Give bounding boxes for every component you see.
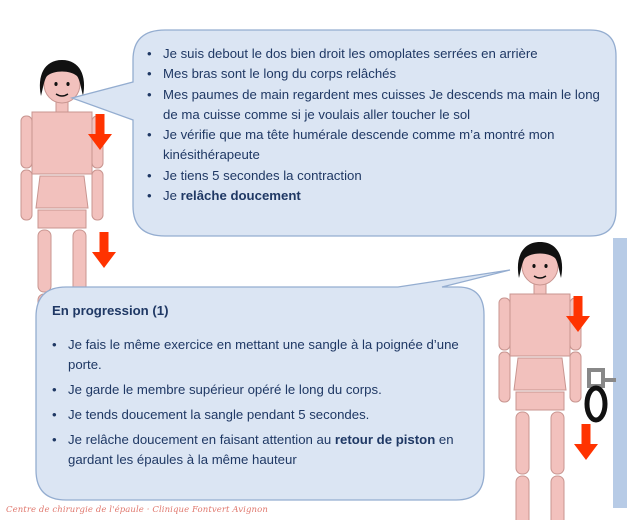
door: [613, 238, 627, 508]
bubble-2-item: • Je relâche doucement en faisant attention au retour de piston en gardant les épaules à la même hauteur: [52, 430, 482, 470]
bubble-2-title: En progression (1): [52, 303, 169, 318]
figure-standing-strap: [499, 242, 616, 520]
bubble-1-item: • Je tiens 5 secondes la contraction: [147, 166, 602, 186]
bubble-2-item: • Je fais le même exercice en mettant une sangle à la poignée d’une porte.: [52, 335, 482, 375]
bubble-1-item: • Je suis debout le dos bien droit les omoplates serrées en arrière: [147, 44, 602, 64]
footer-credit: Centre de chirurgie de l'épaule · Clinique Fontvert Avignon: [6, 505, 268, 515]
bubble-1-item: • Mes paumes de main regardent mes cuisses Je descends ma main le long de ma cuisse comme si je voulais aller toucher le sol: [147, 85, 602, 126]
bubble-1-item: • Je vérifie que ma tête humérale descende comme m’a montré mon kinésithérapeute: [147, 125, 602, 166]
arrow-down-icon: [574, 424, 598, 460]
bubble-2-text: [52, 301, 482, 475]
bubble-1-text: [147, 44, 602, 206]
bubble-1-item: • Mes bras sont le long du corps relâchés: [147, 64, 602, 84]
strap-loop: [587, 388, 605, 420]
arrow-down-icon: [92, 232, 116, 268]
bubble-2-item: • Je garde le membre supérieur opéré le long du corps.: [52, 380, 482, 400]
door-handle: [589, 370, 603, 386]
bubble-1-item: • Je relâche doucement: [147, 186, 602, 206]
bubble-2-item: • Je tends doucement la sangle pendant 5 secondes.: [52, 405, 482, 425]
